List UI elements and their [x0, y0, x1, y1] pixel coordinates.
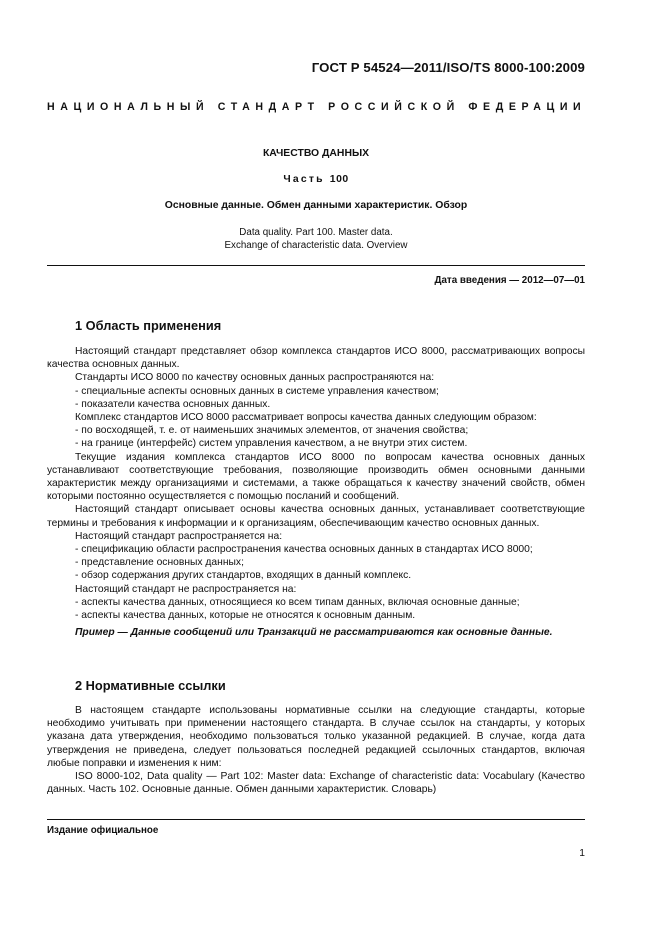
paragraph: Комплекс стандартов ИСО 8000 рассматривает вопросы качества данных следующим образом: — [75, 412, 537, 424]
paragraph: Настоящий стандарт распространяется на: — [75, 530, 283, 542]
document-code: ГОСТ Р 54524—2011/ISO/TS 8000-100:2009 — [311, 60, 585, 75]
list-item: - аспекты качества данных, относящиеся ко всем типам данных, включая основные данные; — [75, 596, 520, 608]
paragraph: В настоящем стандарте использованы нормативные ссылки на следующие стандарты, которые необходимо учитывать при применении настоящего стандарта. В случае ссылок на стандарты, у которых указана дата утверждения, необходимо пользоваться только указанной редакцией. В случае, когда дата утверждения не приведена, следует пользоваться последней редакцией ссылочных стандартов, включая любые поправки и изменения к ним: — [47, 705, 585, 769]
section-1-heading: 1 Область применения — [75, 318, 222, 333]
paragraph: Настоящий стандарт описывает основы качества основных данных, устанавливает соответствующие термины и требования к информации и к организациям, обеспечивающим качество основных данных. — [47, 504, 585, 529]
part-number: 100 — [329, 174, 349, 185]
reference-entry: ISO 8000-102, Data quality — Part 102: Master data: Exchange of characteristic data: Vocabulary (Качество данных. Часть 102. Основные данные. Обмен данными характеристик. Словарь) — [47, 771, 585, 796]
list-item: - показатели качества основных данных. — [75, 398, 271, 410]
paragraph: Настоящий стандарт представляет обзор комплекса стандартов ИСО 8000, рассматривающих вопросы качества основных данных. — [47, 346, 585, 371]
part-label: Часть — [283, 174, 325, 185]
national-standard-banner: НАЦИОНАЛЬНЫЙ СТАНДАРТ РОССИЙСКОЙ ФЕДЕРАЦИИ — [47, 101, 587, 113]
top-divider — [47, 265, 585, 266]
list-item: - аспекты качества данных, которые не относятся к основным данным. — [75, 610, 416, 622]
list-item: - на границе (интерфейс) систем управления качеством, а не внутри этих систем. — [75, 438, 468, 450]
list-item: - по восходящей, т. е. от наименьших значимых элементов, от значения свойства; — [75, 425, 469, 437]
section-2-heading: 2 Нормативные ссылки — [75, 678, 226, 693]
introduction-date: Дата введения — 2012—07—01 — [434, 275, 585, 286]
section-2-body — [47, 704, 585, 796]
paragraph: Текущие издания комплекса стандартов ИСО 8000 по вопросам качества основных данных устанавливают соответствующие требования, позволяющие производить обмен основными данными характеристик между организациями и системами, а также обращаться к качеству значений свойств, обмен которыми постоянно осуществляется с помощью посланий и сообщений. — [47, 451, 585, 503]
bottom-divider — [47, 819, 585, 820]
subtitle: Основные данные. Обмен данными характеристик. Обзор — [164, 200, 468, 211]
part-title — [47, 174, 585, 185]
section-1-body — [47, 345, 585, 639]
list-item: - спецификацию области распространения качества основных данных в стандартах ИСО 8000; — [75, 544, 533, 556]
paragraph: Стандарты ИСО 8000 по качеству основных данных распространяются на: — [75, 372, 435, 384]
main-title: КАЧЕСТВО ДАННЫХ — [262, 148, 370, 159]
english-title-line-2: Exchange of characteristic data. Overview — [224, 239, 408, 251]
english-title-line-1: Data quality. Part 100. Master data. — [239, 227, 393, 238]
english-title — [47, 227, 585, 252]
list-item: - представление основных данных; — [75, 557, 244, 569]
edition-label: Издание официальное — [47, 825, 159, 836]
title-block — [47, 148, 585, 252]
list-item: - обзор содержания других стандартов, входящих в данный комплекс. — [75, 570, 412, 582]
example-note: Пример — Данные сообщений или Транзакций не рассматриваются как основные данные. — [75, 627, 553, 639]
list-item: - специальные аспекты основных данных в системе управления качеством; — [75, 385, 439, 397]
page-number: 1 — [579, 848, 585, 859]
paragraph: Настоящий стандарт не распространяется на: — [75, 583, 297, 595]
